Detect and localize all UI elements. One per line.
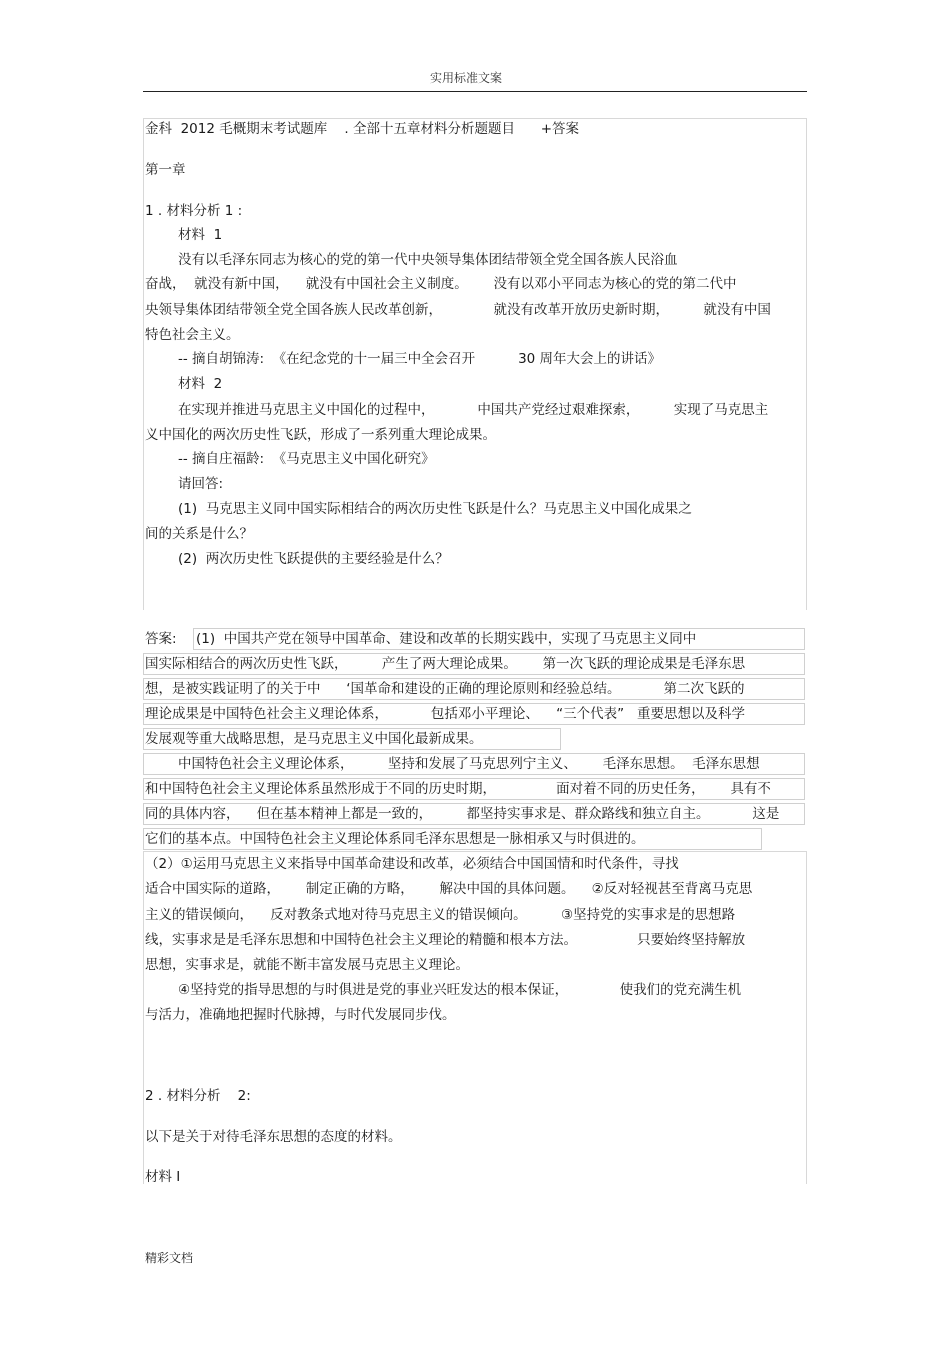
q1-material1-label: 材料 1 [178,227,223,243]
answer2-line: 主义的错误倾向， 反对教条式地对待马克思主义的错误倾向。 ③坚持党的实事求是的思想路 [145,907,736,923]
answer1-line: 发展观等重大战略思想，是马克思主义中国化最新成果。 [145,731,483,747]
page-footer: 精彩文档 [145,1251,194,1265]
table-border-right [806,118,807,610]
q2-intro: 以下是关于对待毛泽东思想的态度的材料。 [145,1129,402,1145]
q1-material2-label: 材料 2 [178,376,223,392]
q1-material2-source: -- 摘自庄福龄: 《马克思主义中国化研究》 [178,451,435,467]
page-header-title: 实用标准文案 [430,71,503,85]
answer1-line: (1) 中国共产党在领导中国革命、建设和改革的长期实践中，实现了马克思主义同中 [196,631,697,647]
chapter-heading: 第一章 [145,162,186,178]
answer1-line: 同的具体内容， 但在基本精神上都是一致的， 都坚持实事求是、群众路线和独立自主。 这是 [145,806,780,822]
q2-material1-label: 材料 I [145,1169,181,1185]
header-rule [143,91,807,92]
answer1-line: 想，是被实践证明了的关于中 ‘国革命和建设的正确的理论原则和经验总结。 第二次飞跃的 [145,681,745,697]
q1-material1-line: 央领导集体团结带领全党全国各族人民改革创新， 就没有改革开放历史新时期， 就没有中国 [145,302,771,318]
answer2-top-border [143,851,807,852]
answer1-line: 它们的基本点。中国特色社会主义理论体系同毛泽东思想是一脉相承又与时俱进的。 [145,831,645,847]
q1-ask2: (2) 两次历史性飞跃提供的主要经验是什么？ [178,551,449,567]
doc-title: 金科 2012 毛概期末考试题库 . 全部十五章材料分析题题目 +答案 [145,121,580,137]
q1-material1-line: 特色社会主义。 [145,327,240,343]
answer2-line: 与活力，准确地把握时代脉搏，与时代发展同步伐。 [145,1007,456,1023]
q2-heading: 2 . 材料分析 2: [145,1088,251,1104]
q1-material2-line: 义中国化的两次历史性飞跃，形成了一系列重大理论成果。 [145,427,496,443]
table-border-top [143,118,807,119]
answer2-line: 线，实事求是是毛泽东思想和中国特色社会主义理论的精髓和根本方法。 只要始终坚持解放 [145,932,746,948]
answer2-line: （2）①运用马克思主义来指导中国革命建设和改革，必须结合中国国情和时代条件，寻找 [145,856,679,872]
q1-ask1-line: 间的关系是什么？ [145,526,253,542]
answer2-line: ④坚持党的指导思想的与时俱进是党的事业兴旺发达的根本保证， 使我们的党充满生机 [178,982,742,998]
table-border-left-2 [143,852,144,1184]
answer1-line: 和中国特色社会主义理论体系虽然形成于不同的历史时期， 面对着不同的历史任务， 具有不 [145,781,771,797]
q1-material1-source: -- 摘自胡锦涛: 《在纪念党的十一届三中全会召开 30 周年大会上的讲话》 [178,351,662,367]
answer2-line: 适合中国实际的道路， 制定正确的方略， 解决中国的具体问题。 ②反对轻视甚至背离马克思 [145,881,753,897]
answer1-line: 国实际相结合的两次历史性飞跃， 产生了两大理论成果。 第一次飞跃的理论成果是毛泽东思 [145,656,746,672]
table-border-right-2 [806,852,807,1184]
q1-material1-line: 奋战， 就没有新中国， 就没有中国社会主义制度。 没有以邓小平同志为核心的党的第二代中 [145,276,737,292]
q1-material1-line: 没有以毛泽东同志为核心的党的第一代中央领导集体团结带领全党全国各族人民浴血 [178,252,678,268]
q1-ask1-line: (1) 马克思主义同中国实际相结合的两次历史性飞跃是什么？马克思主义中国化成果之 [178,501,692,517]
table-border-left [143,118,144,610]
answer2-line: 思想，实事求是，就能不断丰富发展马克思主义理论。 [145,957,469,973]
answer1-line: 中国特色社会主义理论体系， 坚持和发展了马克思列宁主义、 毛泽东思想。 毛泽东思想 [178,756,760,772]
answer1-line: 理论成果是中国特色社会主义理论体系， 包括邓小平理论、 “三个代表” 重要思想以及科学 [145,706,745,722]
q1-heading: 1 . 材料分析 1 : [145,203,243,219]
q1-prompt: 请回答: [178,476,224,492]
q1-material2-line: 在实现并推进马克思主义中国化的过程中， 中国共产党经过艰难探索， 实现了马克思主 [178,402,769,418]
answer-label: 答案: [145,631,177,647]
